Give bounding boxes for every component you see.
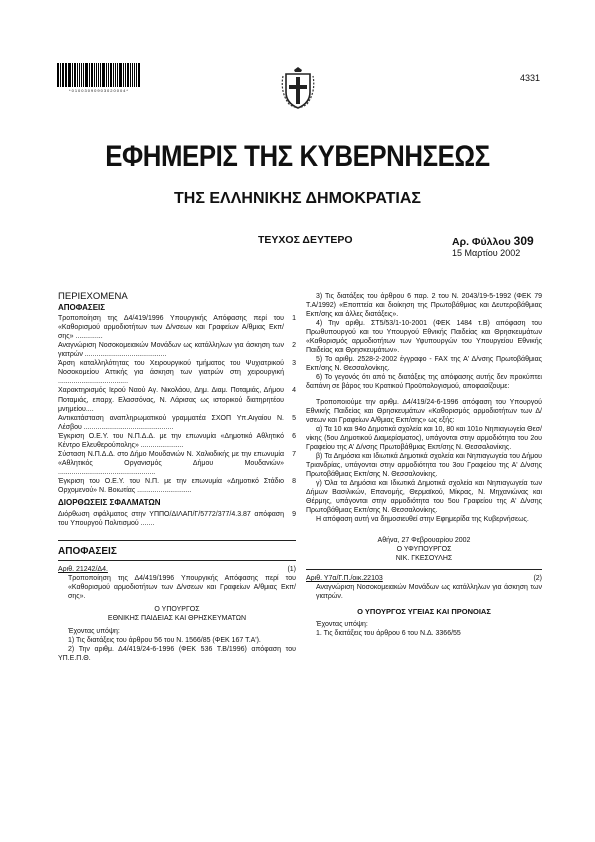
decisions-heading: ΑΠΟΦΑΣΕΙΣ [58,546,117,558]
decision2-subject: Αναγνώριση Νοσοκομειακών Μονάδων ως κατάλληλων για άσκηση των γιατρών. [316,584,542,601]
decision1-para: γ) Όλα τα Δημόσια και Ιδιωτικά Δημοτικά σχολεία και Νηπιαγωγεία των Δήμων Βασιλικών, Επανομής, Θερμαϊκού, Μίκρας, Ν. Μηχανιώνας και Θέρμης, υπάγονται στην αρμοδιότητα του 5ου Γραφείου της Α' Δ/νσης Πρωτοβάθμιας Εκπ/σης Ν. Θεσσαλονίκης. [306,479,542,515]
toc-item: Διόρθωση σφάλματος στην ΥΠΠΟ/ΔΙΛΑΠ/Γ/5772/377/4.3.87 απόφαση του Υπουργού Πολιτισμού ....... 9 [58,511,296,528]
decision1-para: Τροποποιούμε την αριθμ. Δ4/419/24-6-1996 απόφαση του Υπουργού Εθνικής Παιδείας και Θρησκευμάτων «Καθορισμός αρμοδιοτήτων των Δ/νσεων και Γραφείων Α/θμιας Εκπ/σης» ως εξής: [306,398,542,424]
decision2-number-row: Αριθ. Υ7α/Γ.Π./οικ.22103 (2) [306,575,542,583]
divider [58,560,296,561]
gazette-subtitle: ΤΗΣ ΕΛΛΗΝΙΚΗΣ ΔΗΜΟΚΡΑΤΙΑΣ [174,190,421,207]
toc-item: Τροποποίηση της Δ4/419/1996 Υπουργικής Απόφασης περί του «Καθορισμού αρμοδιοτήτων των Δ/νσεων και Γραφείων Α/θμιας Εκπ/σης» .............. 1 [58,315,296,341]
decision1-sign-name: ΝΙΚ. ΓΚΕΣΟΥΛΗΣ [395,555,453,563]
contents-title: ΠΕΡΙΕΧΟΜΕΝΑ [58,291,128,302]
decision1-para: Η απόφαση αυτή να δημοσιευθεί στην Εφημερίδα της Κυβερνήσεως. [316,516,529,524]
toc-item: Αναγνώριση Νοσοκομειακών Μονάδων ως κατάλληλων για άσκηση των γιατρών .......................................... 2 [58,342,296,359]
divider [306,569,542,570]
toc-item: Χαρακτηρισμός Ιερού Ναού Αγ. Νικολάου, Δημ. Διαμ. Ποταμιάς, Δήμου Ποταμιάς, επαρχ. Ελασσόνας, Ν. Λάρισας ως ιστορικού διατηρητέου μνημείου.... 4 [58,387,296,413]
greek-coat-of-arms-icon [279,66,317,112]
decision2-para: 1. Τις διατάξεις του άρθρου 6 του Ν.Δ. 3366/55 [316,629,461,637]
decision2-minister: Ο ΥΠΟΥΡΓΟΣ ΥΓΕΙΑΣ ΚΑΙ ΠΡΟΝΟΙΑΣ [357,607,491,617]
barcode [57,63,141,87]
toc-item: Έγκριση του Ο.Ε.Υ. του Ν.Π. με την επωνυμία «Δημοτικό Στάδιο Ορχομενού» Ν. Βοιωτίας ............................ 8 [58,477,296,494]
page-number: 4331 [520,73,541,83]
decision1-para: 6) Το γεγονός ότι από τις διατάξεις της απόφασης αυτής δεν προκύπτει δαπάνη σε βάρος του Κρατικού Προϋπολογισμού, αποφασίζουμε: [306,374,542,391]
divider [58,540,296,541]
decision1-subject: Τροποποίηση της Δ4/419/1996 Υπουργικής Απόφασης περί του «Καθορισμού αρμοδιοτήτων των Δ/νσεων και Γραφείων Α/θμιας Εκπ/σης». [68,575,296,601]
gazette-title: ΕΦΗΜΕΡΙΣ ΤΗΣ ΚΥΒΕΡΝΗΣΕΩΣ [105,140,490,173]
decision1-para: 2) Την αριθμ. Δ4/419/24-6-1996 (ΦΕΚ 536 Τ.Β/1996) απόφαση του ΥΠ.Ε.Π.Θ. [58,645,296,662]
decision1-number-row: Αριθ. 21242/Δ4. (1) [58,566,296,574]
decision1-sign-role: Ο ΥΦΥΠΟΥΡΓΟΣ [396,546,452,554]
right-column [306,292,542,638]
toc-item: Άρση καταλληλότητας του Χειρουργικού τμήματος του Ψυχιατρικού Νοσοκομείου Αττικής για άσκηση των γιατρών στη χειρουργική .................................... 3 [58,360,296,386]
decision2-considering: Έχοντας υπόψη: [316,620,368,628]
decision1-para: 4) Την αριθμ. ΣΤ5/53/1-10-2001 (ΦΕΚ 1484 τ.Β) απόφαση του Πρωθυπουργού και του Υπουργού Εθνικής Παιδείας και Θρησκευμάτων «Καθορισμός αρμοδιοτήτων των Υφυπουργών του Υπουργείου Εθνικής Παιδείας και Θρησκευμάτων». [306,320,542,355]
issue-label: ΤΕΥΧΟΣ ΔΕΥΤΕΡΟ [258,234,353,246]
toc-item: Σύσταση Ν.Π.Δ.Δ. στο Δήμο Μουδανιών Ν. Χαλκιδικής με την επωνυμία «Αθλητικός Οργανισμός Δήμου Μουδανιών» .................................................. 7 [58,450,296,476]
barcode-number: *01003090903020004* [69,88,129,93]
corrections-label: ΔΙΟΡΘΩΣΕΙΣ ΣΦΑΛΜΑΤΩΝ [58,498,161,508]
sheet-number: Αρ. Φύλλου 309 [452,234,534,248]
decision1-minister-title: Ο ΥΠΟΥΡΓΟΣ [154,606,200,614]
decision1-para: 5) Το αριθμ. 2528-2-2002 έγγραφο - FAX της Α' Δ/νσης Πρωτοβάθμιας Εκπ/σης Ν. Θεσσαλονίκης. [306,356,542,373]
decision1-ministry: ΕΘΝΙΚΗΣ ΠΑΙΔΕΙΑΣ ΚΑΙ ΘΡΗΣΚΕΥΜΑΤΩΝ [107,615,247,623]
left-column [58,292,296,663]
decision1-para: 3) Τις διατάξεις του άρθρου 6 παρ. 2 του Ν. 2043/19-5-1992 (ΦΕΚ 79 Τ.Α/1992) «Εποπτεία και διοίκηση της Πρωτοβάθμιας και Δευτεροβάθμιας Εκπ/σης και άλλες διατάξεις». [306,293,542,319]
decision1-considering: Έχοντας υπόψη: [68,627,120,635]
decision1-para: β) Τα Δημόσια και Ιδιωτικά Δημοτικά σχολεία και Νηπιαγωγεία του Δήμου Τριανδρίας, υπάγονται στην αρμοδιότητα του 3ου Γραφείου της Α' Δ/νσης Πρωτοβάθμιας Εκπ/σης Ν. Θεσσαλονίκης. [306,452,542,478]
toc-item: Έγκριση Ο.Ε.Υ. του Ν.Π.Δ.Δ. με την επωνυμία «Δημοτικό Αθλητικό Κέντρο Ελευθερούπολης» ...................... 6 [58,432,296,449]
contents-decisions-label: ΑΠΟΦΑΣΕΙΣ [58,303,106,313]
publication-date: 15 Μαρτίου 2002 [452,248,521,258]
decision1-para: 1) Τις διατάξεις του άρθρου 56 του Ν. 1566/85 (ΦΕΚ 167 Τ.Α'). [68,636,261,644]
decision1-sign-place: Αθήνα, 27 Φεβρουαρίου 2002 [377,537,471,545]
decision1-para: α) Τα 10 και 94ο Δημοτικά σχολεία και 10, 80 και 101ο Νηπιαγωγεία Θεσ/νίκης (5ου Δημοτικού Διαμερίσματος), υπάγονται στην αρμοδιότητα του 2ου Γραφείου της Α' Δ/νσης Πρωτοβάθμιας Εκπ/σης Ν. Θεσσαλονίκης. [306,425,542,451]
toc-item: Αντικατάσταση αναπληρωματικού γραμματέα ΣΧΟΠ Υπ.Αιγαίου Ν. Λέσβου .............................................. 5 [58,414,296,431]
